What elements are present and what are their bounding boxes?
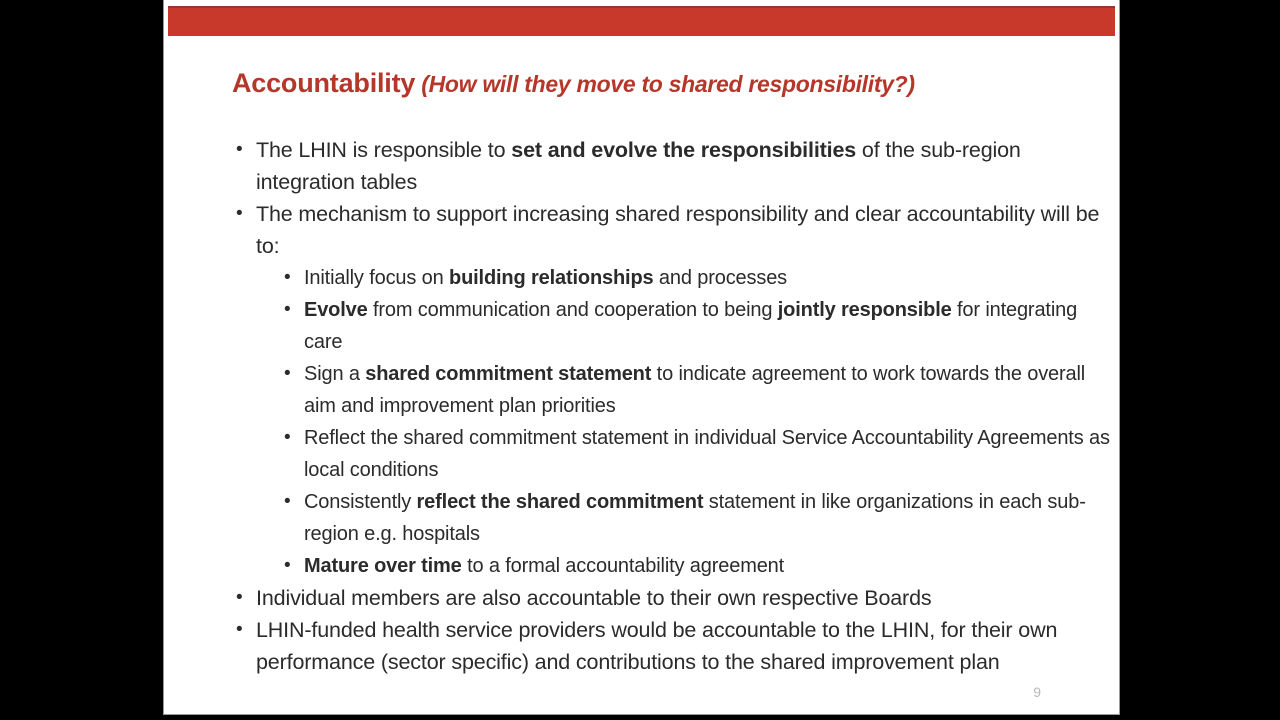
bullet-text-run: statement in like organizations in each sub-region e.g. hospitals xyxy=(304,491,1086,545)
bullet-item-level-2 xyxy=(230,358,1110,422)
bullet-text xyxy=(256,618,1057,674)
slide-title-subtitle: (How will they move to shared responsibility?) xyxy=(421,71,915,97)
bullet-text xyxy=(256,138,1021,194)
bullet-text-run: The LHIN is responsible to xyxy=(256,138,512,162)
bullet-text xyxy=(304,491,1086,545)
bullet-text xyxy=(304,555,784,577)
bullet-item-level-1 xyxy=(230,582,1110,614)
slide-canvas xyxy=(163,0,1120,715)
bullet-text-run: for integrating care xyxy=(304,299,1078,353)
slide-header-band xyxy=(168,6,1115,36)
bullet-text-emphasis: Mature over time xyxy=(304,555,462,577)
bullet-marker-icon: • xyxy=(284,299,291,320)
bullet-item-level-2 xyxy=(230,550,1110,582)
bullet-text xyxy=(256,586,931,610)
bullet-marker-icon: • xyxy=(284,555,291,576)
bullet-text-run: Individual members are also accountable to their own respective Boards xyxy=(256,586,932,610)
bullet-marker-icon: • xyxy=(236,619,243,640)
bullet-text-run: Reflect the shared commitment statement in individual Service Accountability Agreements as local conditions xyxy=(304,427,1110,481)
bullet-item-level-1 xyxy=(230,198,1110,262)
bullet-text-run: The mechanism to support increasing shared responsibility and clear accountability will be to: xyxy=(256,202,1100,258)
bullet-text-emphasis: reflect the shared commitment xyxy=(416,491,704,513)
bullet-item-level-2 xyxy=(230,486,1110,550)
bullet-text-emphasis: jointly responsible xyxy=(777,299,952,321)
bullet-item-level-2 xyxy=(230,422,1110,486)
bullet-text-emphasis: shared commitment statement xyxy=(365,363,652,385)
bullet-marker-icon: • xyxy=(284,427,291,448)
bullet-text-run: LHIN-funded health service providers would be accountable to the LHIN, for their own performance (sector specific) and contributions to the shared improvement plan xyxy=(256,618,1058,674)
bullet-item-level-2 xyxy=(230,294,1110,358)
bullet-text-emphasis: building relationships xyxy=(449,267,654,289)
bullet-marker-icon: • xyxy=(236,139,243,160)
bullet-marker-icon: • xyxy=(284,491,291,512)
bullet-text xyxy=(304,267,787,289)
slide-title xyxy=(232,68,1092,99)
bullet-text-run: Sign a xyxy=(304,363,366,385)
bullet-marker-icon: • xyxy=(284,267,291,288)
bullet-text xyxy=(256,202,1099,258)
bullet-text-emphasis: set and evolve the responsibilities xyxy=(511,138,857,162)
bullet-text-run: from communication and cooperation to being xyxy=(367,299,778,321)
slide-title-main: Accountability xyxy=(232,68,416,98)
bullet-marker-icon: • xyxy=(236,203,243,224)
bullet-text-run: and processes xyxy=(653,267,788,289)
bullet-text-run: Consistently xyxy=(304,491,417,513)
bullet-text-run: to a formal accountability agreement xyxy=(461,555,785,577)
bullet-item-level-1 xyxy=(230,134,1110,198)
bullet-item-level-2 xyxy=(230,262,1110,294)
bullet-text xyxy=(304,363,1085,417)
bullet-text xyxy=(304,299,1077,353)
bullet-text xyxy=(304,427,1110,481)
bullet-text-run: of the sub-region integration tables xyxy=(256,138,1021,194)
bullet-marker-icon: • xyxy=(284,363,291,384)
bullet-text-run: Initially focus on xyxy=(304,267,450,289)
bullet-text-run: to indicate agreement to work towards the overall aim and improvement plan priorities xyxy=(304,363,1086,417)
slide-body-list xyxy=(230,134,1110,678)
bullet-text-emphasis: Evolve xyxy=(304,299,368,321)
bullet-item-level-1 xyxy=(230,614,1110,678)
bullet-marker-icon: • xyxy=(236,587,243,608)
slide-page-number: 9 xyxy=(1033,684,1041,700)
